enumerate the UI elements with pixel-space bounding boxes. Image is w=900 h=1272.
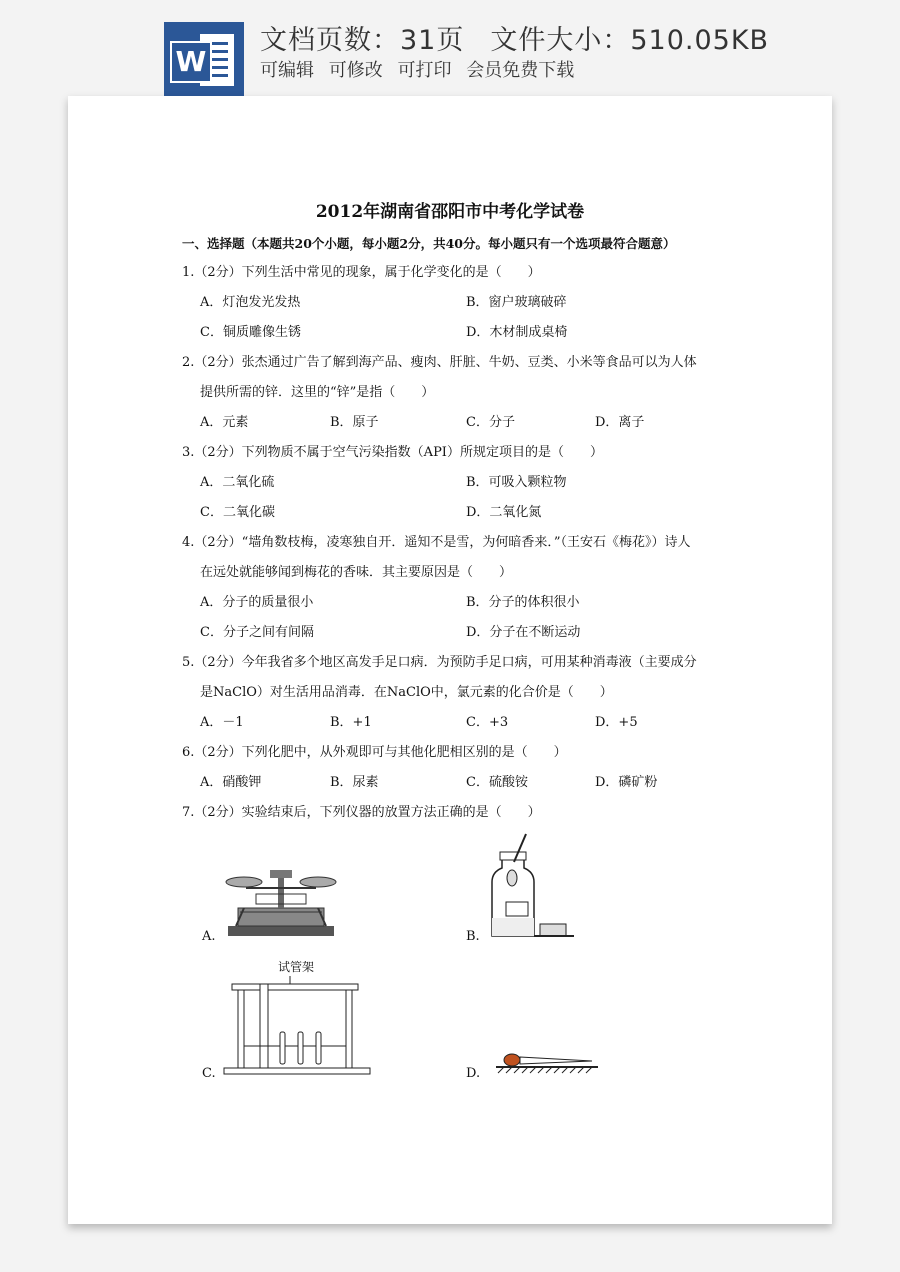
q7-option-c: C. xyxy=(202,1066,216,1081)
banner-title xyxy=(260,18,769,57)
q3-option-c: C．二氧化碳 xyxy=(200,505,275,520)
q2-option-a: A．元素 xyxy=(200,415,249,430)
question-2-cont: 提供所需的锌．这里的“锌”是指（ ） xyxy=(200,385,435,400)
q7-option-d: D. xyxy=(466,1066,481,1081)
q4-option-c: C．分子之间有间隔 xyxy=(200,625,314,640)
document-page xyxy=(68,96,832,1224)
test-tube-rack-image xyxy=(220,976,370,1080)
feature-modifiable: 可修改 xyxy=(328,60,383,81)
question-4: 4.（2分）“墙角数枝梅，凌寒独自开．遥知不是雪，为何暗香来．”（王安石《梅花》）诗人 xyxy=(182,535,691,550)
q6-option-b: B．尿素 xyxy=(330,775,379,790)
question-5: 5.（2分）今年我省多个地区高发手足口病．为预防手足口病，可用某种消毒液（主要成分 xyxy=(182,655,697,670)
question-4-cont: 在远处就能够闻到梅花的香味．其主要原因是（ ） xyxy=(200,565,513,580)
q6-option-d: D．磷矿粉 xyxy=(595,775,658,790)
q4-option-a: A．分子的质量很小 xyxy=(200,595,314,610)
q3-option-a: A．二氧化硫 xyxy=(200,475,275,490)
reagent-bottle-image xyxy=(488,832,578,942)
question-2: 2.（2分）张杰通过广告了解到海产品、瘦肉、肝脏、牛奶、豆类、小米等食品可以为人体 xyxy=(182,355,697,370)
q5-option-a: A．－1 xyxy=(200,715,244,730)
dropper-image xyxy=(492,1046,602,1080)
exam-title: 2012年湖南省邵阳市中考化学试卷 xyxy=(315,202,585,222)
file-size: 文件大小：510.05KB xyxy=(490,25,770,56)
q7-option-b: B. xyxy=(466,929,480,944)
question-6: 6.（2分）下列化肥中，从外观即可与其他化肥相区别的是（ ） xyxy=(182,745,567,760)
q2-option-b: B．原子 xyxy=(330,415,379,430)
feature-free-download: 会员免费下载 xyxy=(466,60,575,81)
download-banner xyxy=(0,0,900,100)
q1-option-c: C．铜质雕像生锈 xyxy=(200,325,301,340)
q3-option-b: B．可吸入颗粒物 xyxy=(466,475,567,490)
feature-printable: 可打印 xyxy=(397,60,452,81)
q7-option-a: A. xyxy=(202,929,216,944)
q3-option-d: D．二氧化氮 xyxy=(466,505,542,520)
word-document-icon: W xyxy=(164,22,244,96)
section-heading: 一、选择题（本题共20个小题，每小题2分，共40分。每小题只有一个选项最符合题意） xyxy=(182,236,676,251)
q6-option-a: A．硝酸钾 xyxy=(200,775,262,790)
q5-option-d: D．+5 xyxy=(595,715,638,730)
feature-editable: 可编辑 xyxy=(260,60,314,81)
balance-scale-image xyxy=(222,864,342,940)
question-5-cont: 是NaClO）对生活用品消毒．在NaClO中，氯元素的化合价是（ ） xyxy=(200,685,613,700)
q6-option-c: C．硫酸铵 xyxy=(466,775,528,790)
q1-option-a: A．灯泡发光发热 xyxy=(200,295,301,310)
q5-option-b: B．+1 xyxy=(330,715,372,730)
q2-option-d: D．离子 xyxy=(595,415,645,430)
q2-option-c: C．分子 xyxy=(466,415,515,430)
question-3: 3.（2分）下列物质不属于空气污染指数（API）所规定项目的是（ ） xyxy=(182,445,603,460)
q1-option-b: B．窗户玻璃破碎 xyxy=(466,295,567,310)
q1-option-d: D．木材制成桌椅 xyxy=(466,325,568,340)
q4-option-d: D．分子在不断运动 xyxy=(466,625,581,640)
banner-features xyxy=(260,56,583,82)
question-1: 1.（2分）下列生活中常见的现象，属于化学变化的是（ ） xyxy=(182,265,541,280)
q5-option-c: C．+3 xyxy=(466,715,509,730)
test-tube-rack-label: 试管架 xyxy=(278,960,315,974)
question-7: 7.（2分）实验结束后，下列仪器的放置方法正确的是（ ） xyxy=(182,805,541,820)
q4-option-b: B．分子的体积很小 xyxy=(466,595,580,610)
page-count: 文档页数：31页 xyxy=(260,25,465,56)
